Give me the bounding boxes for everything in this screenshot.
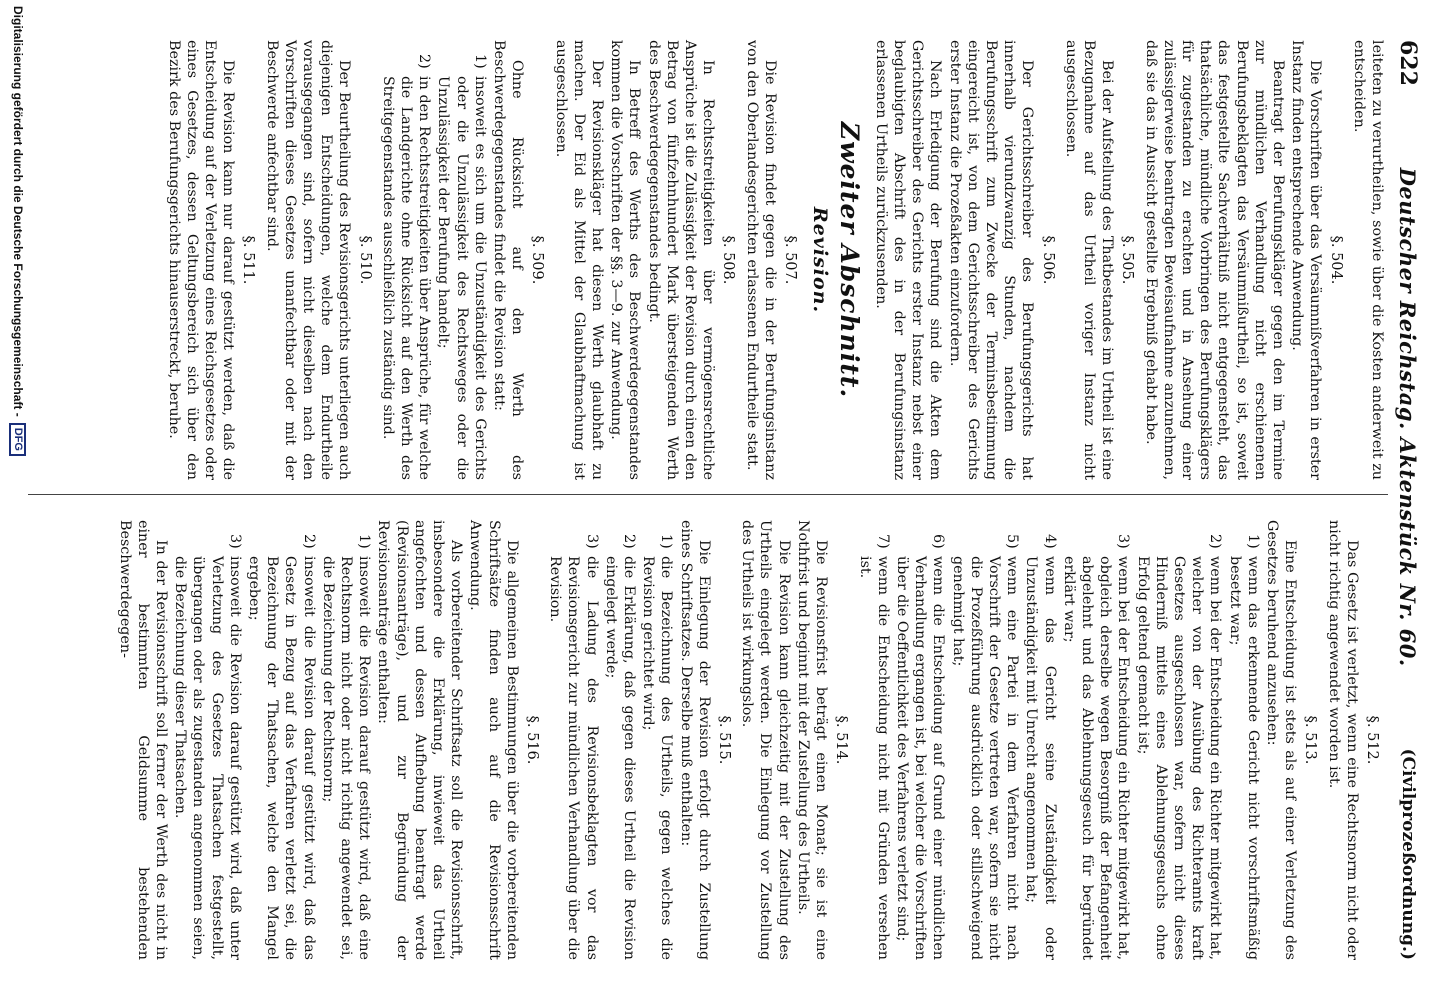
- list-item: 2) die Erklärung, daß gegen dieses Urtheil die Revision eingelegt werde;: [602, 534, 638, 960]
- paragraph: Die allgemeinen Bestimmungen über die vorbereitenden Schriftsätze finden auch auf die Revisionsschrift Anwendung.: [467, 520, 520, 960]
- section-number: §. 507.: [782, 235, 799, 285]
- running-subtitle: (Civilprozeßordnung.): [1398, 748, 1418, 960]
- list-item: 4) wenn das Gericht seine Zuständigkeit oder Unzuständigkeit mit Unrecht angenommen hat;: [1023, 534, 1058, 960]
- list-item: 7) wenn die Entscheidung nicht mit Gründen versehen ist.: [856, 534, 891, 960]
- paragraph: leiteten zu verurtheilen, sowie über die Kosten anderweit zu entscheiden.: [1350, 40, 1385, 480]
- section-number: §. 514.: [833, 715, 850, 765]
- list-item: 2) in den Rechtsstreitigkeiten über Ansprüche, für welche die Landgerichte ohne Rücksicht auf den Werth des Streitgegenstandes ausschließlich zuständig sind.: [379, 54, 433, 480]
- paragraph: Die Revision kann gleichzeitig mit der Zustellung des Urtheils eingelegt werden. Die Einlegung vor Zustellung des Urtheils ist wirkungslos.: [739, 520, 792, 960]
- paragraph: Das Gesetz ist verletzt, wenn eine Rechtsnorm nicht oder nicht richtig angewendet worden ist.: [1325, 520, 1360, 960]
- paragraph: Ohne Rücksicht auf den Werth des Beschwerdegegenstandes findet die Revision statt:: [491, 40, 526, 480]
- list-item: 1) wenn das erkennende Gericht nicht vorschriftsmäßig besetzt war;: [1226, 534, 1261, 960]
- section-number: §. 508.: [720, 235, 737, 285]
- paragraph: In der Revisionsschrift soll ferner der Werth des nicht in einer bestimmten Geldsumme bestehenden Beschwerdegegen-: [116, 520, 169, 960]
- paragraph: Die Revision findet gegen die in der Berufungsinstanz von den Oberlandesgerichten erlassenen Endurtheile statt.: [743, 40, 778, 480]
- section-number: §. 516.: [524, 715, 541, 765]
- paragraph: Als vorbereitender Schriftsatz soll die Revisionsschrift, insbesondere die Erklärung, inwieweit das Urtheil angefochten und dessen Aufhebung beantragt werde (Revisionsanträge), und zur Begründung der Revisionsanträge enthalten:: [375, 520, 465, 960]
- paragraph: Eine Entscheidung ist stets als auf einer Verletzung des Gesetzes beruhend anzusehen:: [1263, 520, 1299, 960]
- paragraph: Der Revisionskläger hat diesen Werth glaubhaft zu machen. Der Eid als Mittel der Glaubhaftmachung ist ausgeschlossen.: [552, 40, 606, 480]
- section-number: §. 515.: [716, 715, 733, 765]
- page-header: [1388, 40, 1428, 960]
- section-number: §. 506.: [1039, 235, 1056, 285]
- section-subheading: Revision.: [809, 206, 832, 314]
- list-item: 2) insoweit die Revision darauf gestützt wird, daß das Gesetz in Bezug auf das Verfahren verletzt sei, die Bezeichnung der Thatsachen, welche den Mangel ergeben;: [246, 534, 317, 960]
- paragraph: Der Gerichtsschreiber des Berufungsgerichts hat innerhalb vierundzwanzig Stunden, nachdem die Berufungsschrift zum Zwecke der Terminsbestimmung eingereicht ist, von dem Gerichtsschreiber des Gerichts erster Instanz die Prozeßakten einzufordern.: [946, 40, 1036, 480]
- section-number: §. 504.: [1327, 235, 1344, 285]
- paragraph: Die Einlegung der Revision erfolgt durch Zustellung eines Schriftsatzes. Derselbe muß enthalten:: [677, 520, 712, 960]
- paragraph: Bei der Aufstellung des Thatbestandes im Urtheil ist eine Bezugnahme auf das Urtheil voriger Instanz nicht ausgeschlossen.: [1062, 40, 1116, 480]
- paragraph: Die Revision kann nur darauf gestützt werden, daß die Entscheidung auf der Verletzung eines Reichsgesetzes oder eines Gesetzes, dessen Geltungsbereich sich über den Bezirk des Berufungsgerichts hinauserstreckt, beruhe.: [165, 40, 237, 480]
- footer-text: Digitalisierung gefördert durch die Deutsche Forschungsgemeinschaft -: [11, 6, 25, 417]
- paragraph: In Rechtsstreitigkeiten über vermögensrechtliche Ansprüche ist die Zulässigkeit der Revision durch einen den Betrag von fünfzehnhundert Mark übersteigenden Werth des Beschwerdegegenstandes bedingt.: [645, 40, 717, 480]
- right-column: [114, 520, 1386, 960]
- paragraph: Die Revisionsfrist beträgt einen Monat; sie ist eine Nothfrist und beginnt mit der Zustellung des Urtheils.: [794, 520, 830, 960]
- left-column: [163, 40, 1386, 480]
- list-item: 1) insoweit die Revision darauf gestützt wird, daß eine Rechtsnorm nicht oder nicht richtig angewendet sei, die Bezeichnung der Rechtsnorm;: [319, 534, 373, 960]
- paragraph: Der Beurtheilung des Revisionsgerichts unterliegen auch diejenigen Entscheidungen, welche dem Endurtheile vorausgegangen sind, sofern nicht dieselben nach den Vorschriften dieses Gesetzes unanfechtbar oder mit der Beschwerde anfechtbar sind.: [263, 40, 353, 480]
- section-number: §. 512.: [1364, 715, 1380, 765]
- paragraph: In Betreff des Werths des Beschwerdegegenstandes kommen die Vorschriften der §§. 3—9. zur Anwendung.: [608, 40, 643, 480]
- list-item: 1) die Bezeichnung des Urtheils, gegen welches die Revision gerichtet wird;: [640, 534, 675, 960]
- paragraph: Die Vorschriften über das Versäumnißverfahren in erster Instanz finden entsprechende Anwendung.: [1289, 40, 1324, 480]
- digitization-footer: [8, 0, 28, 1006]
- paragraph: Nach Erledigung der Berufung sind die Akten dem Gerichtsschreiber des Gerichts erster Instanz nebst einer beglaubigten Abschrift des in der Berufungsinstanz erlassenen Urtheils zurückzusenden.: [872, 40, 944, 480]
- dfg-logo: DFG: [10, 423, 27, 456]
- list-item: 3) die Ladung des Revisionsbeklagten vor das Revisionsgericht zur mündlichen Verhandlung über die Revision.: [547, 534, 600, 960]
- paragraph: Beantragt der Berufungskläger gegen den im Termine zur mündlichen Verhandlung nicht erschienenen Berufungsbeklagten das Versäumnißurtheil, so ist, soweit das festgestellte Sachverhältniß nicht entgegensteht, das thatsächliche, mündliche Vorbringen des Berufungsklägers für zugestanden zu erachten und in Ansehung einer zulässigerweise beantragten Beweisaufnahme anzunehmen, daß sie das in Aussicht gestellte Ergebniß gehabt habe.: [1142, 40, 1286, 480]
- column-divider: [28, 494, 1388, 495]
- section-number: §. 505.: [1119, 235, 1136, 285]
- section-number: §. 513.: [1302, 715, 1319, 765]
- running-title: Deutscher Reichstag. Aktenstück Nr. 60.: [1395, 167, 1421, 667]
- section-heading: Zweiter Abschnitt.: [834, 121, 864, 399]
- list-item: 2) wenn bei der Entscheidung ein Richter mitgewirkt hat, welcher von der Ausübung des Richteramts kraft Gesetzes ausgeschlossen war, sofern nicht dieses Hinderniß mittels eines Ablehnungsgesuchs ohne Erfolg geltend gemacht ist;: [1134, 534, 1224, 960]
- list-item: 5) wenn eine Partei in dem Verfahren nicht nach Vorschrift der Gesetze vertreten war, sofern sie nicht die Prozeßführung ausdrücklich oder stillschweigend genehmigt hat;: [949, 534, 1021, 960]
- list-item: 3) insoweit die Revision darauf gestützt wird, daß unter Verletzung des Gesetzes Thatsachen festgestellt, übergangen oder als zugestanden angenommen seien, die Bezeichnung dieser Thatsachen.: [172, 534, 243, 960]
- section-number: §. 510.: [356, 235, 373, 285]
- page-number: 622: [1395, 40, 1421, 86]
- list-item: 1) insoweit es sich um die Unzuständigkeit des Gerichts oder die Unzulässigkeit des Rechtsweges oder die Unzulässigkeit der Berufung handelt;: [435, 54, 488, 480]
- section-number: §. 511.: [240, 235, 257, 285]
- list-item: 3) wenn bei der Entscheidung ein Richter mitgewirkt hat, obgleich derselbe wegen Besorgniß der Befangenheit abgelehnt und das Ablehnungsgesuch für begründet erklärt war;: [1060, 534, 1132, 960]
- section-number: §. 509.: [529, 235, 546, 285]
- list-item: 6) wenn die Entscheidung auf Grund einer mündlichen Verhandlung ergangen ist, bei welcher die Vorschriften über die Oeffentlichkeit des Verfahrens verletzt sind;: [893, 534, 947, 960]
